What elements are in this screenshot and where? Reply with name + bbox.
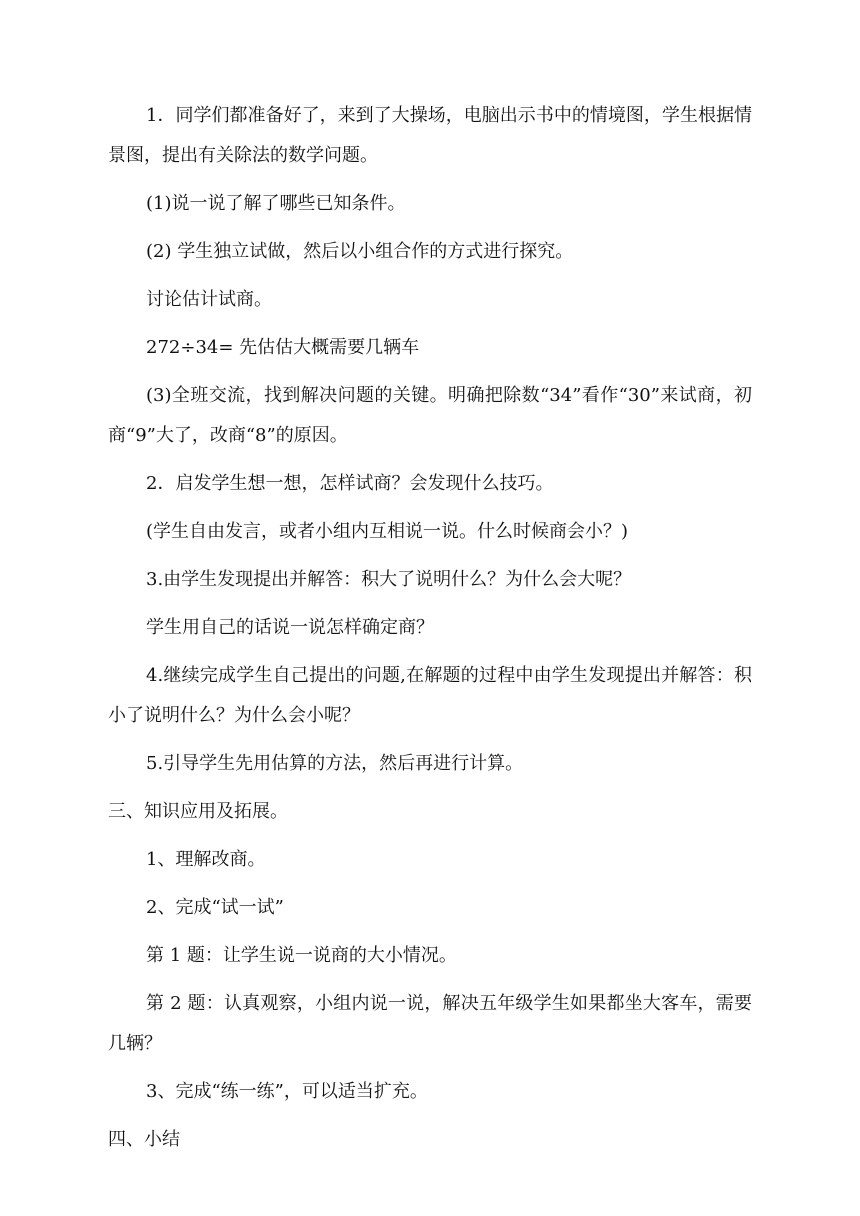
- paragraph-equation: 272÷34= 先估估大概需要几辆车: [146, 337, 420, 358]
- paragraph-item-3: 3.由学生发现提出并解答：积大了说明什么？为什么会大呢？: [146, 569, 632, 590]
- paragraph-question-2: 第 2 题：认真观察，小组内说一说，解决五年级学生如果都坐大客车，需要几辆？: [108, 993, 752, 1054]
- paragraph-app-3: 3、完成“练一练”，可以适当扩充。: [146, 1081, 428, 1102]
- paragraph-sub-3: (3)全班交流，找到解决问题的关键。明确把除数“34”看作“30”来试商，初商“9”大了，改商“8”的原因。: [108, 385, 752, 446]
- paragraph-sub-2: (2) 学生独立试做，然后以小组合作的方式进行探究。: [146, 241, 574, 262]
- paragraph-item-2: 2．启发学生想一想，怎样试商？会发现什么技巧。: [146, 473, 554, 494]
- paragraph-item-4: 4.继续完成学生自己提出的问题,在解题的过程中由学生发现提出并解答：积小了说明什么？为什么会小呢？: [108, 665, 752, 726]
- paragraph-question-1: 第 1 题：让学生说一说商的大小情况。: [146, 945, 457, 966]
- paragraph-own-words: 学生用自己的话说一说怎样确定商？: [146, 617, 434, 638]
- paragraph-item-1: 1．同学们都准备好了，来到了大操场，电脑出示书中的情境图，学生根据情景图，提出有关除法的数学问题。: [108, 105, 752, 166]
- paragraph-item-5: 5.引导学生先用估算的方法，然后再进行计算。: [146, 753, 524, 774]
- paragraph-discussion: 讨论估计试商。: [146, 289, 272, 310]
- paragraph-app-2: 2、完成“试一试”: [146, 897, 284, 918]
- section-heading-4: 四、小结: [108, 1129, 180, 1150]
- paragraph-note: (学生自由发言，或者小组内互相说一说。什么时候商会小？): [146, 521, 629, 542]
- paragraph-app-1: 1、理解改商。: [146, 849, 266, 870]
- paragraph-sub-1: (1)说一说了解了哪些已知条件。: [146, 193, 406, 214]
- section-heading-3: 三、知识应用及拓展。: [108, 801, 288, 822]
